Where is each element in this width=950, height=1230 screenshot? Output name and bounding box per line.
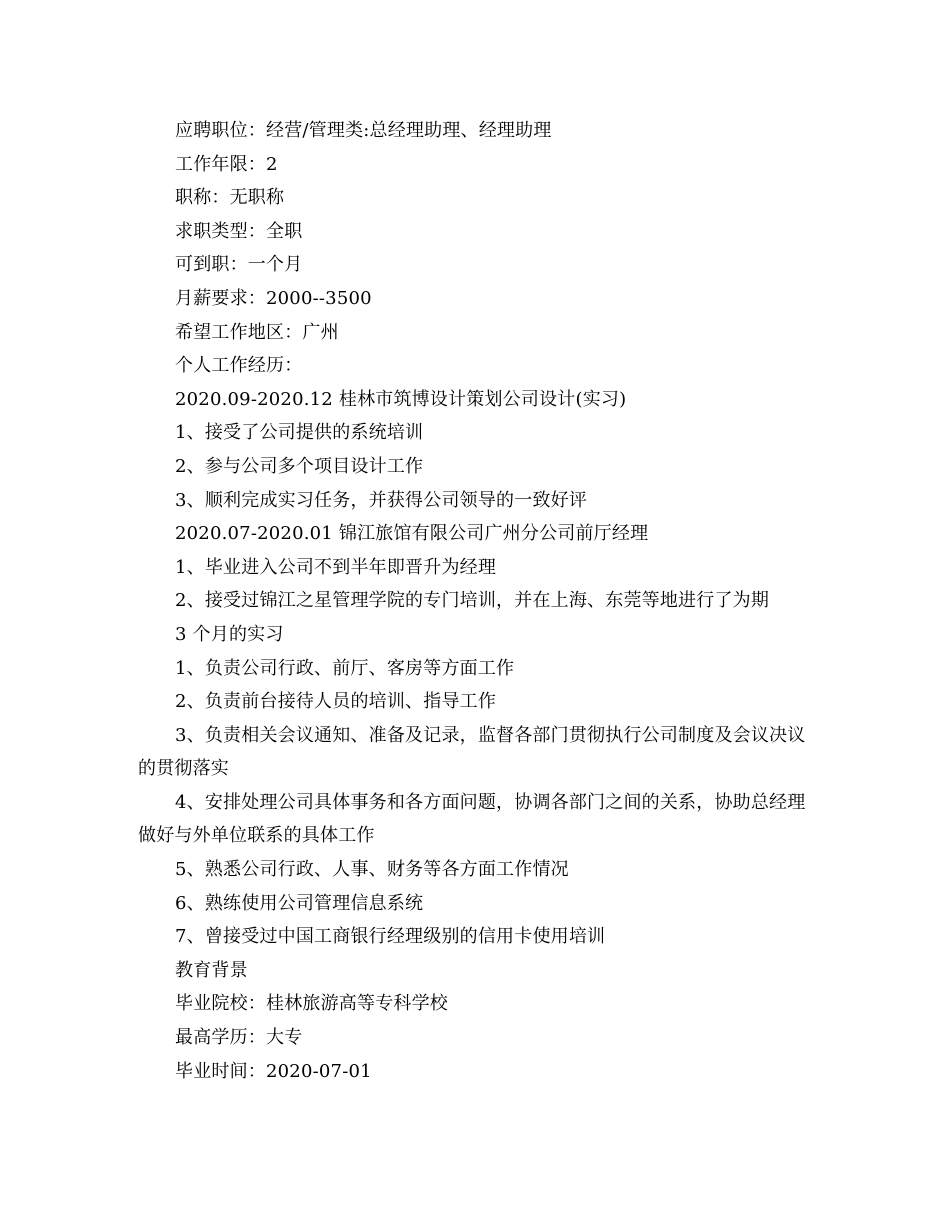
text-line: 2、负责前台接待人员的培训、指导工作 (175, 691, 497, 713)
text-line: 可到职：一个月 (175, 254, 303, 276)
text-line: 工作年限：2 (175, 153, 278, 175)
text-line: 1、负责公司行政、前厅、客房等方面工作 (175, 657, 515, 679)
text-line: 1、接受了公司提供的系统培训 (175, 422, 424, 444)
text-line: 3 个月的实习 (175, 623, 284, 645)
text-line: 2、接受过锦江之星管理学院的专门培训，并在上海、东莞等地进行了为期 (175, 590, 770, 612)
text-line: 职称：无职称 (175, 187, 285, 209)
text-line: 2、参与公司多个项目设计工作 (175, 455, 424, 477)
text-line: 求职类型：全职 (175, 220, 303, 242)
text-line: 1、毕业进入公司不到半年即晋升为经理 (175, 556, 497, 578)
text-line: 毕业院校：桂林旅游高等专科学校 (175, 993, 448, 1015)
section-heading-work-history: 个人工作经历： (175, 355, 303, 377)
text-line: 3、顺利完成实习任务，并获得公司领导的一致好评 (175, 489, 588, 511)
text-line: 毕业时间：2020-07-01 (175, 1060, 372, 1082)
resume-body (138, 114, 818, 1088)
wrapped-paragraph: 4、安排处理公司具体事务和各方面问题，协调各部门之间的关系，协助总经理做好与外单位联系的具体工作 (138, 791, 806, 847)
text-line: 应聘职位：经营/管理类:总经理助理、经理助理 (175, 120, 552, 141)
text-line: 希望工作地区：广州 (175, 321, 339, 343)
job-entry-header: 2020.09-2020.12 桂林市筑博设计策划公司设计(实习) (175, 388, 627, 410)
text-line: 7、曾接受过中国工商银行经理级别的信用卡使用培训 (175, 926, 606, 948)
wrapped-paragraph: 3、负责相关会议通知、准备及记录，监督各部门贯彻执行公司制度及会议决议的贯彻落实 (138, 724, 806, 780)
text-line: 5、熟悉公司行政、人事、财务等各方面工作情况 (175, 859, 569, 881)
section-heading-education: 教育背景 (175, 959, 248, 981)
text-line: 月薪要求：2000--3500 (175, 287, 372, 309)
job-entry-header: 2020.07-2020.01 锦江旅馆有限公司广州分公司前厅经理 (175, 523, 649, 545)
text-line: 最高学历：大专 (175, 1027, 303, 1049)
text-line: 6、熟练使用公司管理信息系统 (175, 892, 424, 914)
